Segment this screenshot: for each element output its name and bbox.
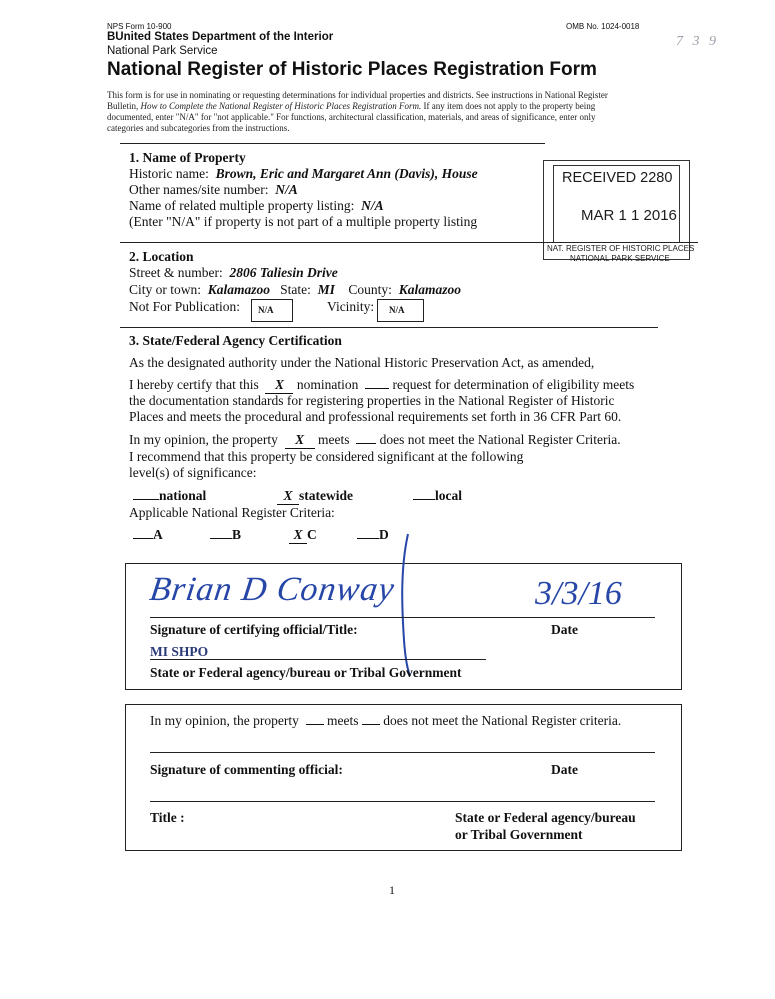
commenting-sig-label: Signature of commenting official: (150, 762, 343, 777)
levels-text: level(s) of significance: (129, 465, 257, 480)
section-3-heading: 3. State/Federal Agency Certification (129, 333, 342, 348)
department-name: BUnited States Department of the Interior (107, 31, 334, 43)
certifying-sig-label: Signature of certifying official/Title: (150, 622, 358, 637)
opinion-row: In my opinion, the property X meets does not meet the National Register Criteria. (129, 432, 621, 447)
standards-text: the documentation standards for registering properties in the National Register of Historic (129, 393, 615, 408)
criteria-label: Applicable National Register Criteria: (129, 505, 335, 520)
historic-name-row: Historic name: Brown, Eric and Margaret Ann (Davis), House (129, 166, 478, 181)
certifying-agency-label: State or Federal agency/bureau or Tribal Government (150, 665, 462, 680)
enter-na-note: (Enter "N/A" if property is not part of a multiple property listing (129, 214, 478, 229)
certifying-date-label: Date (551, 622, 578, 637)
level-national: national (133, 488, 206, 504)
stamp-register: NAT. REGISTER OF HISTORIC PLACES (547, 244, 695, 253)
places-text: Places and meets the procedural and professional requirements set forth in 36 CFR Part 60. (129, 409, 622, 424)
street-row: Street & number: 2806 Taliesin Drive (129, 265, 338, 280)
related-listing-row: Name of related multiple property listing: N/A (129, 198, 384, 213)
certifying-signature: Brian D Conway (147, 571, 398, 608)
certify-row: I hereby certify that this X nomination request for determination of eligibility meets (129, 377, 635, 392)
signature-pen-stroke (380, 530, 420, 680)
vicinity-value: N/A (389, 305, 405, 315)
commenting-title-label: Title : (150, 810, 185, 825)
stamp-date: MAR 1 1 2016 (581, 207, 677, 224)
certifying-title-value: MI SHPO (150, 644, 209, 659)
certifying-date-handwritten: 3/3/16 (535, 575, 622, 612)
city-state-county-row: City or town: Kalamazoo State: MI County: Kalamazoo (129, 282, 461, 297)
form-title: National Register of Historic Places Registration Form (107, 59, 597, 80)
historic-name-value: Brown, Eric and Margaret Ann (Davis), House (215, 166, 478, 181)
section-1-heading: 1. Name of Property (129, 150, 246, 165)
criteria-c: X C (289, 527, 317, 544)
commenting-agency-label-2: or Tribal Government (455, 827, 583, 842)
stamp-service: NATIONAL PARK SERVICE (570, 254, 670, 263)
commenting-date-label: Date (551, 762, 578, 777)
service-name: National Park Service (107, 45, 218, 57)
commenting-opinion-row: In my opinion, the property meets does not meet the National Register criteria. (150, 713, 622, 728)
level-local: local (413, 488, 462, 504)
not-for-publication-label: Not For Publication: (129, 299, 240, 314)
corner-handwritten-note: 7 3 9 (676, 34, 719, 49)
vicinity-label: Vicinity: (327, 299, 375, 314)
stamp-received: RECEIVED 2280 (562, 170, 673, 186)
page-number: 1 (389, 883, 395, 897)
criteria-a: A (133, 527, 163, 543)
not-for-publication-value: N/A (258, 305, 274, 315)
form-number: NPS Form 10-900 (107, 22, 172, 31)
recommend-text: I recommend that this property be considered significant at the following (129, 449, 524, 464)
commenting-agency-label-1: State or Federal agency/bureau (455, 810, 636, 825)
omb-number: OMB No. 1024-0018 (566, 22, 640, 31)
level-statewide: X statewide (277, 488, 353, 505)
form-instructions: This form is for use in nominating or requesting determinations for individual properties and districts. See instructions in National Register Bulletin, How to Complete the National Register of Historic Places Registration Form. If any item does not apply to the property being documented, enter "N/A" for "not applicable." For functions, architectural classification, materials, and areas of significance, enter only categories and subcategories from the instructions. (107, 90, 608, 133)
other-names-row: Other names/site number: N/A (129, 182, 298, 197)
authority-text: As the designated authority under the National Historic Preservation Act, as amended, (129, 355, 595, 370)
criteria-d: D (357, 527, 389, 543)
section-2-heading: 2. Location (129, 249, 194, 264)
criteria-b: B (210, 527, 241, 543)
